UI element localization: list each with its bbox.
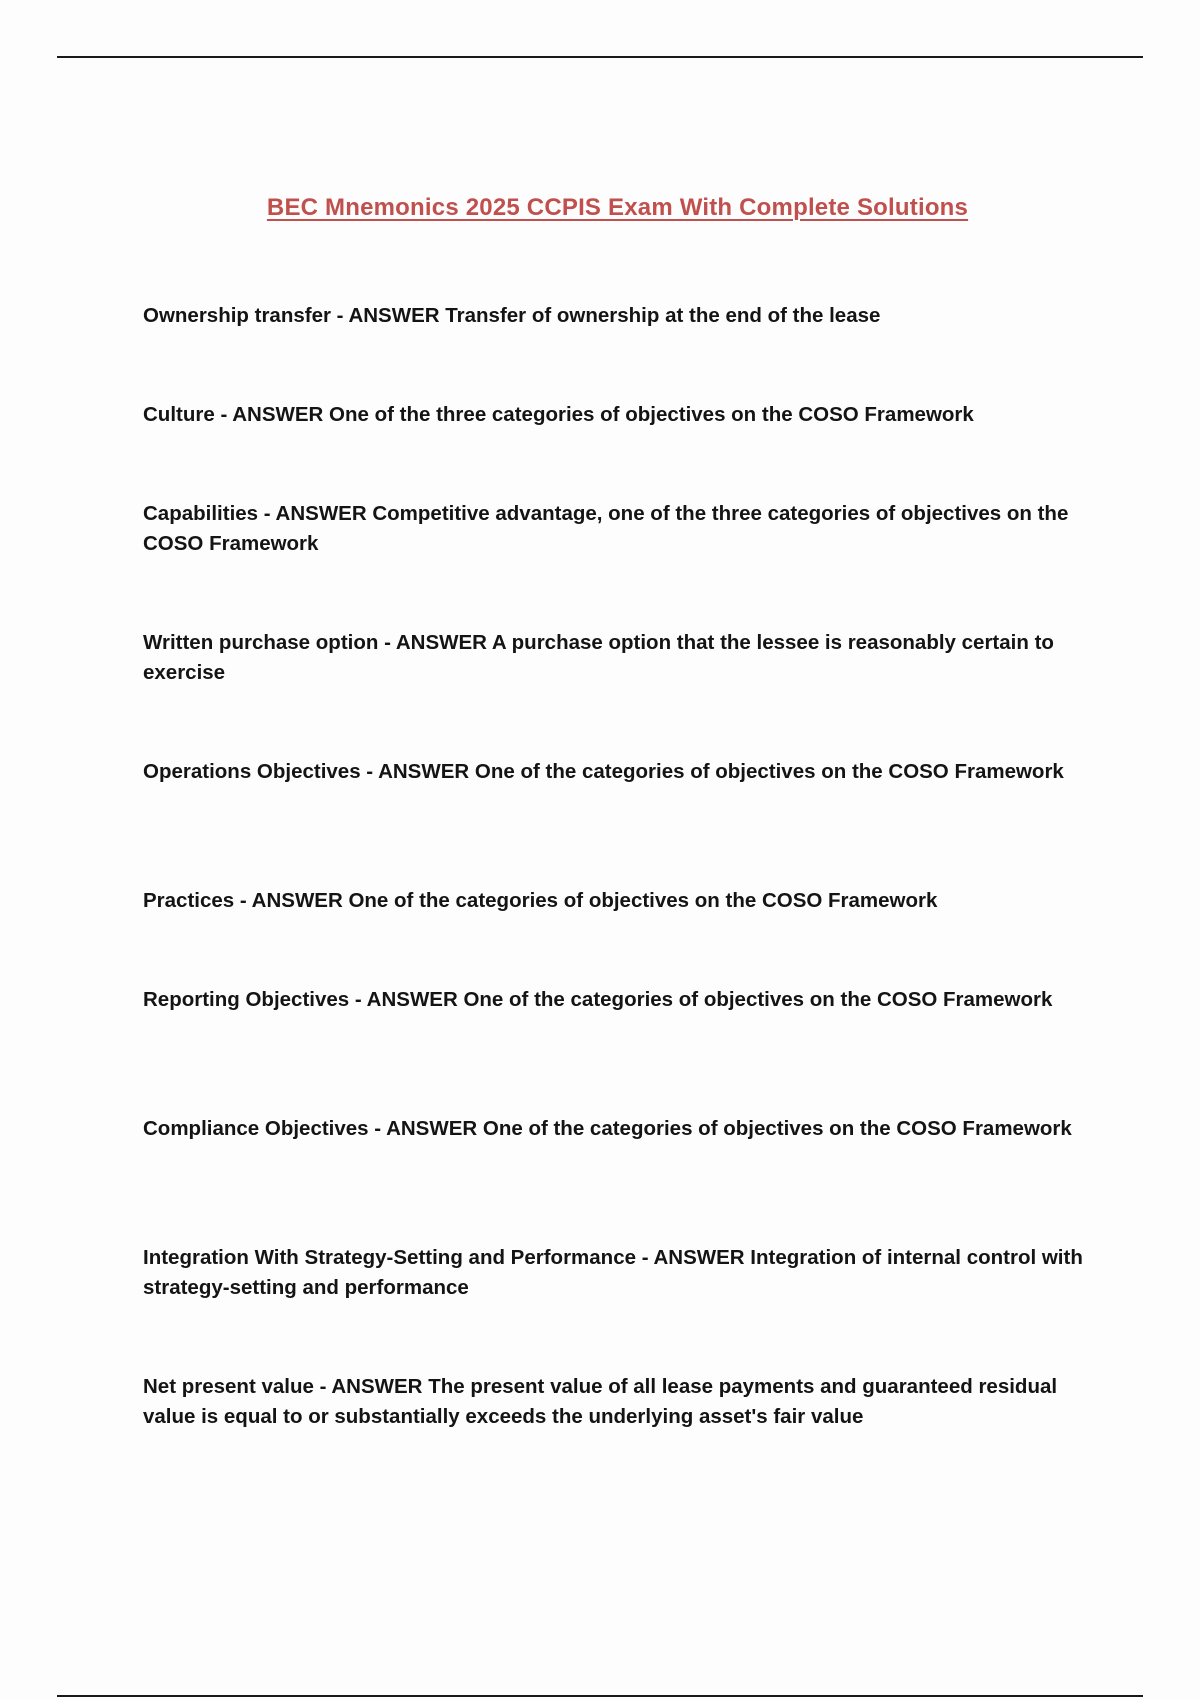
document-title: BEC Mnemonics 2025 CCPIS Exam With Complete Solutions (266, 194, 969, 221)
qa-term: Capabilities - (143, 502, 276, 525)
top-divider (57, 56, 1143, 58)
qa-answer: The present value of all lease payments and guaranteed residual value is equal to or substantially exceeds the underlying asset's fair value (143, 1375, 1058, 1428)
qa-term: Compliance Objectives - (143, 1117, 386, 1140)
qa-answer: Integration of internal control with strategy-setting and performance (143, 1246, 1083, 1299)
qa-entry (143, 499, 1093, 559)
qa-answer: One of the categories of objectives on the COSO Framework (463, 988, 1053, 1011)
answer-label: ANSWER (378, 760, 470, 783)
answer-label: ANSWER (348, 304, 440, 327)
qa-term: Integration With Strategy-Setting and Performance - (143, 1246, 653, 1269)
qa-entry (143, 1114, 1093, 1144)
qa-entry (143, 400, 1093, 430)
qa-term: Reporting Objectives - (143, 988, 367, 1011)
qa-answer: A purchase option that the lessee is reasonably certain to exercise (143, 631, 1054, 684)
answer-label: ANSWER (331, 1375, 423, 1398)
qa-answer: One of the three categories of objectives on the COSO Framework (329, 403, 974, 426)
qa-entry (143, 985, 1093, 1015)
qa-answer: One of the categories of objectives on the COSO Framework (474, 760, 1064, 783)
answer-label: ANSWER (386, 1117, 478, 1140)
answer-label: ANSWER (251, 889, 343, 912)
qa-entry (143, 757, 1093, 787)
qa-term: Operations Objectives - (143, 760, 378, 783)
qa-term: Practices - (143, 889, 252, 912)
qa-term: Net present value - (143, 1375, 331, 1398)
answer-label: ANSWER (395, 631, 487, 654)
answer-label: ANSWER (366, 988, 458, 1011)
qa-answer: Competitive advantage, one of the three categories of objectives on the COSO Framework (143, 502, 1069, 555)
qa-term: Written purchase option - (143, 631, 396, 654)
qa-entry (143, 1372, 1093, 1432)
answer-label: ANSWER (653, 1246, 745, 1269)
bottom-divider (57, 1695, 1143, 1697)
answer-label: ANSWER (232, 403, 324, 426)
qa-answer: One of the categories of objectives on the COSO Framework (348, 889, 938, 912)
qa-entry (143, 1243, 1093, 1303)
qa-entry (143, 301, 1093, 331)
qa-answer: One of the categories of objectives on the COSO Framework (482, 1117, 1072, 1140)
qa-answer: Transfer of ownership at the end of the lease (445, 304, 881, 327)
answer-label: ANSWER (275, 502, 367, 525)
qa-entry (143, 886, 1093, 916)
qa-term: Ownership transfer - (143, 304, 348, 327)
qa-term: Culture - (143, 403, 232, 426)
qa-entry (143, 628, 1093, 688)
